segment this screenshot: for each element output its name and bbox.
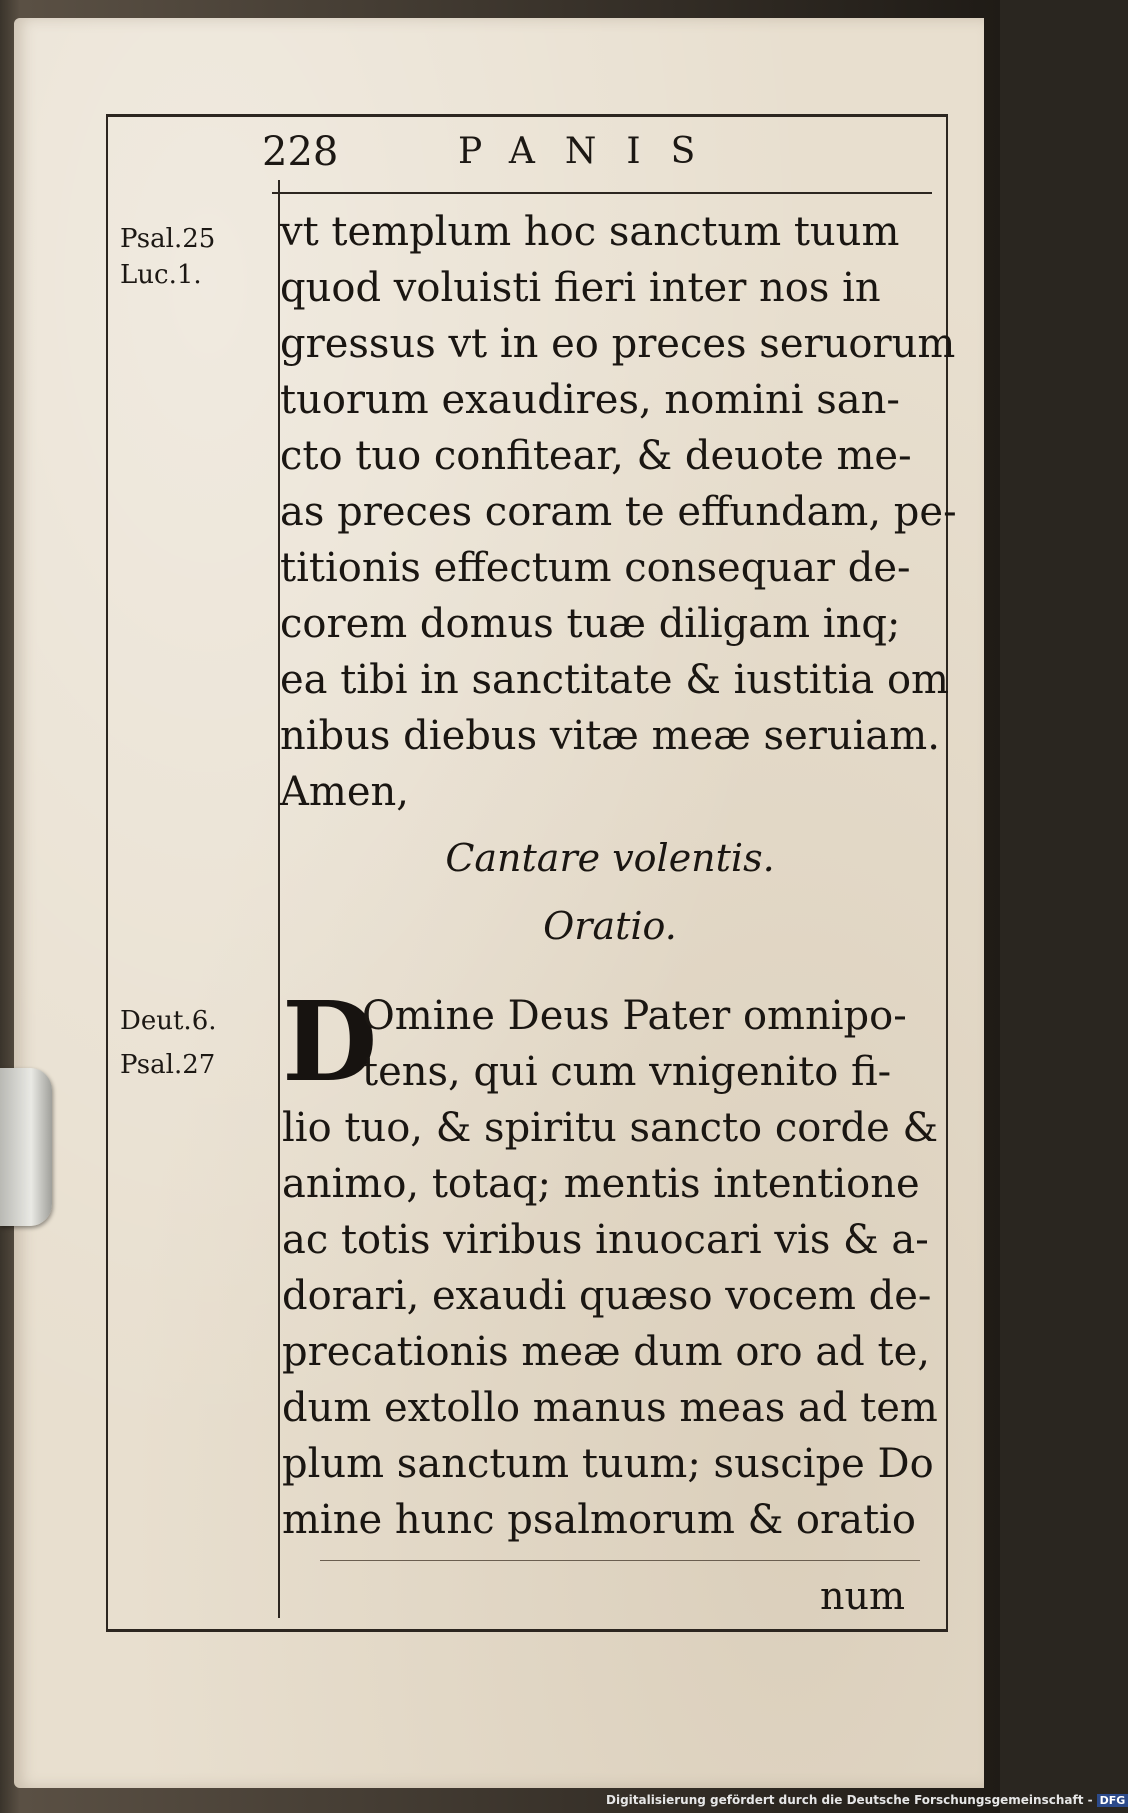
- dfg-logo: DFG: [1097, 1794, 1128, 1807]
- margin-note-psal-25: Psal.25: [120, 224, 216, 254]
- text-line: corem domus tuæ diligam inq;: [280, 601, 901, 647]
- text-line: precationis meæ dum oro ad te,: [282, 1329, 930, 1375]
- drop-cap-initial: D: [282, 977, 378, 1106]
- text-line: titionis effectum consequar de-: [280, 545, 911, 591]
- passage-2: [282, 977, 962, 1548]
- margin-note-psal-27: Psal.27: [120, 1050, 216, 1080]
- text-line: lio tuo, & spiritu sancto corde &: [282, 1105, 939, 1151]
- digitization-credit: [606, 1793, 1128, 1807]
- text-line: nibus diebus vitæ meæ seruiam.: [280, 713, 940, 759]
- text-line: dum extollo manus meas ad tem: [282, 1385, 938, 1431]
- page-number: 228: [262, 129, 339, 175]
- text-line: vt templum hoc sanctum tuum: [280, 209, 900, 255]
- text-line: dorari, exaudi quæso vocem de-: [282, 1273, 932, 1319]
- margin-note-deut-6: Deut.6.: [120, 1006, 217, 1036]
- foot-rule: [320, 1560, 920, 1561]
- text-line: cto tuo confitear, & deuote me-: [280, 433, 912, 479]
- section-heading: Cantare volentis.: [445, 836, 775, 880]
- section-subheading: Oratio.: [543, 904, 677, 948]
- catchword: num: [820, 1574, 905, 1618]
- text-line: gressus vt in eo preces seruorum: [280, 321, 956, 367]
- text-line: Omine Deus Pater omnipo-: [362, 993, 907, 1039]
- text-line: animo, totaq; mentis intentione: [282, 1161, 920, 1207]
- passage-1: [280, 204, 960, 820]
- text-line: tuorum exaudires, nomini san-: [280, 377, 900, 423]
- text-line: mine hunc psalmorum & oratio: [282, 1497, 916, 1543]
- text-line: quod voluisti fieri inter nos in: [280, 265, 881, 311]
- running-title: PANIS: [458, 131, 726, 172]
- text-line: Amen,: [280, 769, 409, 815]
- text-line: tens, qui cum vnigenito fi-: [362, 1049, 892, 1095]
- credit-text: Digitalisierung gefördert durch die Deutsche Forschungsgemeinschaft -: [606, 1793, 1093, 1807]
- text-line: ac totis viribus inuocari vis & a-: [282, 1217, 929, 1263]
- text-line: as preces coram te effundam, pe-: [280, 489, 957, 535]
- text-line: plum sanctum tuum; suscipe Do: [282, 1441, 934, 1487]
- head-rule: [272, 192, 932, 194]
- margin-note-luc-1: Luc.1.: [120, 260, 202, 290]
- text-line: ea tibi in sanctitate & iustitia om: [280, 657, 949, 703]
- book-clasp: [0, 1068, 52, 1226]
- running-head: [262, 122, 932, 182]
